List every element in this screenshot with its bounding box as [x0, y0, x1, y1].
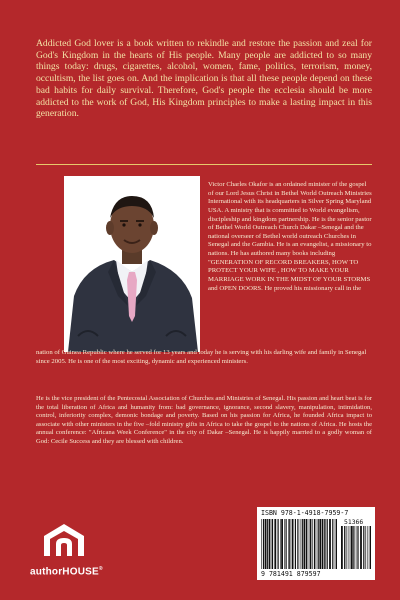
barcode-bars	[261, 519, 337, 569]
author-photo	[64, 176, 200, 352]
barcode-digits: 9 781491 879597	[261, 570, 321, 578]
author-bio-closing: He is the vice president of the Pentecostal Association of Churches and Ministries of Senegal. His passion and heart beat is for the total liberation of Africa and humanity from: bad governance, ignorance, second slavery, manipulation, intimidation, control, inferiority complex, demonic bondage and poverty. Based on his passion for Africa, he founded Africa impact to associate with other ministers in the five –fold ministry gifts in Africa to take the gospel to the nations of Africa. He hosts the annual conference: "Africana Week Conference" in the city of Dakar –Senegal. He is happily married to a godly woman of God: Cecile Success and they are blessed with children.	[36, 395, 372, 445]
author-bio-beside-photo: Victor Charles Okafor is an ordained minister of the gospel of our Lord Jesus Christ in Bethel World Outreach Ministries International with its headquarters in Silver Spring Maryland USA. A ministry that is committed to World evangelism, discipleship and kingdom partnership. He is the senior pastor of Bethel World Outreach Church Dakar –Senegal and the national overseer of Bethel world outreach Churches in Senegal and the Gambia. He is an evangelist, a missionary to nations. He has authored many books including "GENERATION OF RECORD BREAKERS, HOW TO PROTECT YOUR WIFE , HOW TO MAKE YOUR MARRIAGE WORK IN THE MIDST OF YOUR STORMS and OPEN DOORS. He proved his missionary call in the	[208, 181, 372, 292]
divider-rule	[36, 164, 372, 165]
authorhouse-building-icon	[40, 522, 88, 558]
publisher-logo	[30, 522, 110, 582]
isbn-barcode	[257, 507, 375, 580]
isbn-number: ISBN 978-1-4918-7959-7	[261, 509, 349, 517]
back-cover-blurb: Addicted God lover is a book written to rekindle and restore the passion and zeal for God's Kingdom in the hearts of His people. Many people are addicted to so many things today: drugs, cigarettes, alcohol, women, fame, politics, terrorism, money, occultism, the list goes on. And the implication is that all these people depend on these bad habits for daily survival. Therefore, God's people the ecclesia should be more addicted to the work of God, His Kingdom principles to make a lasting impact in this generation.	[36, 38, 372, 120]
author-bio-continued: nation of Guinea Republic where he served for 13 years and today he is serving with his darling wife and family in Senegal since 2005. He is one of the most exciting, dynamic and experienced ministers.	[36, 349, 367, 365]
price-code: 51366	[344, 518, 364, 526]
publisher-name: authorHOUSE®	[30, 566, 103, 578]
barcode-addon-bars	[341, 526, 371, 569]
author-portrait-image	[64, 176, 200, 352]
